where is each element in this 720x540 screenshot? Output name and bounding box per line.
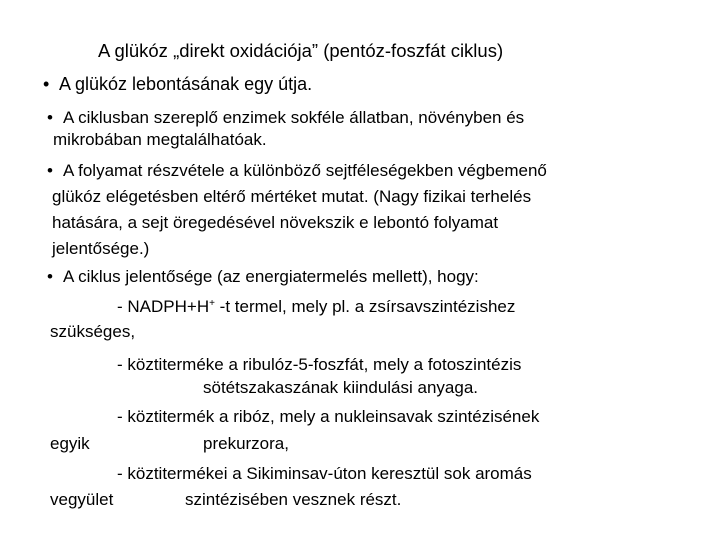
- bullet-dot: •: [47, 267, 53, 286]
- bullet-4-text: A ciklus jelentősége (az energiatermelés mellett), hogy:: [63, 267, 479, 286]
- bullet-dot: •: [43, 74, 50, 94]
- slide-title: A glükóz „direkt oxidációja” (pentóz-foszfát ciklus): [98, 40, 504, 61]
- bullet-4: [47, 266, 479, 288]
- bullet-2-line-2: mikrobában megtalálhatóak.: [53, 130, 267, 149]
- subitem-3-line-2-left: egyik: [50, 434, 90, 453]
- subitem-2-line-1: - köztiterméke a ribulóz-5-foszfát, mely a fotoszintézis: [117, 355, 522, 374]
- bullet-3-line-2: glükóz elégetésben eltérő mértéket mutat. (Nagy fizikai terhelés: [52, 187, 532, 206]
- bullet-2-line-1: A ciklusban szereplő enzimek sokféle állatban, növényben és: [63, 108, 525, 127]
- bullet-dot: •: [47, 161, 53, 180]
- bullet-3-line-3: hatására, a sejt öregedésével növekszik e lebontó folyamat: [52, 213, 499, 232]
- superscript-plus: +: [209, 298, 215, 309]
- subitem-1-text-post: -t termel, mely pl. a zsírsavszintézishez: [214, 297, 516, 316]
- bullet-3-line-4: jelentősége.): [52, 239, 150, 258]
- subitem-1-text-pre: - NADPH+H: [117, 297, 210, 316]
- bullet-3: [47, 160, 547, 182]
- subitem-1-line-1: [117, 296, 515, 318]
- subitem-4-line-1: - köztitermékei a Sikiminsav-úton keresztül sok aromás: [117, 464, 532, 483]
- subitem-2-line-2: sötétszakaszának kiindulási anyaga.: [203, 378, 478, 397]
- subitem-1-line-2: szükséges,: [50, 322, 136, 341]
- bullet-1: [43, 73, 312, 95]
- bullet-2: [47, 107, 524, 129]
- subitem-3-line-1: - köztitermék a ribóz, mely a nukleinsavak szintézisének: [117, 407, 540, 426]
- bullet-dot: •: [47, 108, 53, 127]
- subitem-3-line-2-right: prekurzora,: [203, 434, 289, 453]
- bullet-1-text: A glükóz lebontásának egy útja.: [59, 74, 313, 94]
- subitem-4-line-2-right: szintézisében vesznek részt.: [185, 490, 402, 509]
- bullet-3-line-1: A folyamat részvétele a különböző sejtféleségekben végbemenő: [63, 161, 547, 180]
- subitem-4-line-2-left: vegyület: [50, 490, 114, 509]
